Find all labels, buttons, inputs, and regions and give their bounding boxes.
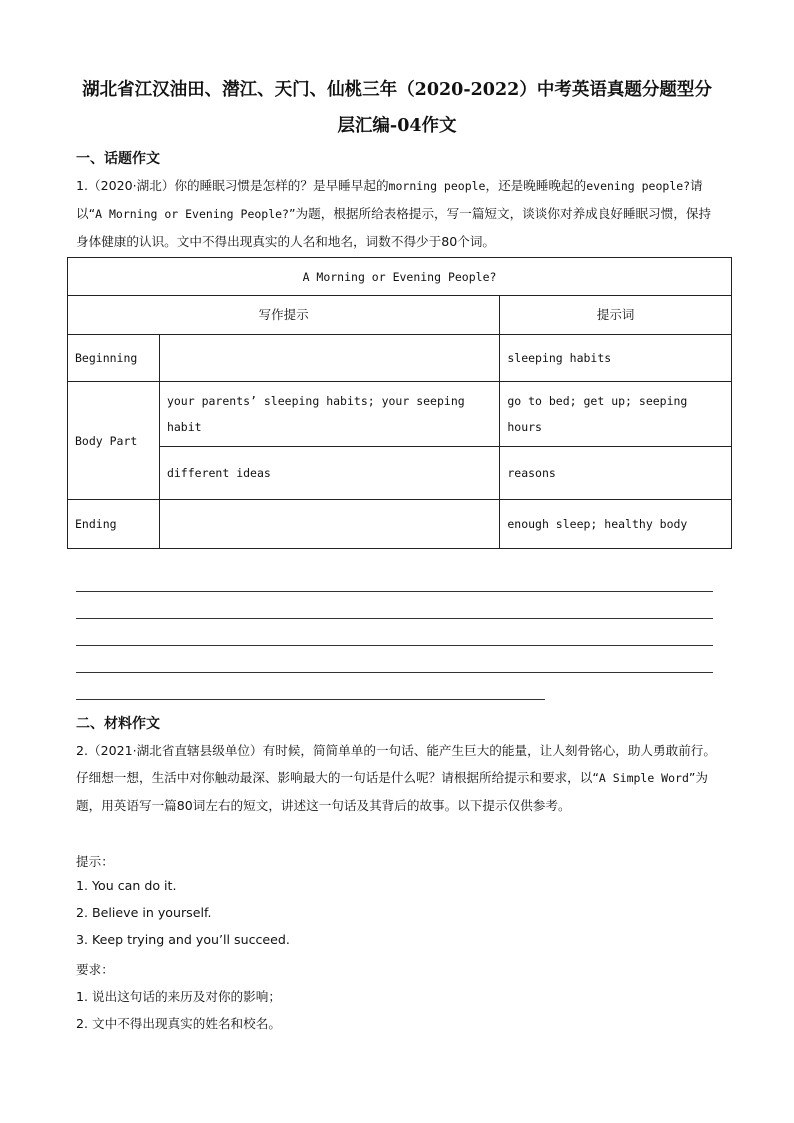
title-line-1: 湖北省江汉油田、潜江、天门、仙桃三年（2020-2022）中考英语真题分题型分 (82, 80, 712, 100)
q1-term-title: A Morning or Evening People? (95, 207, 289, 221)
q2-term-title: A Simple Word (598, 771, 689, 785)
row-hint (159, 335, 499, 382)
q1-term-morning: morning people (388, 179, 486, 193)
table-row (68, 335, 732, 382)
question-1-text (76, 172, 720, 255)
requirement-item: 2. 文中不得出现真实的姓名和校名。 (76, 1016, 281, 1031)
hint-item: 2. Believe in yourself. (76, 905, 212, 920)
title-line-2: 层汇编-04作文 (337, 116, 457, 136)
table-header-words: 提示词 (500, 296, 732, 335)
table-row (68, 447, 732, 500)
row-hint: your parents’ sleeping habits; your seeping habit (159, 382, 499, 447)
table-title: A Morning or Evening People? (68, 258, 732, 296)
table-row (68, 500, 732, 549)
requirements-label: 要求： (76, 962, 114, 977)
row-part: Ending (68, 500, 160, 549)
hints-label: 提示： (76, 854, 114, 869)
row-hint: different ideas (159, 447, 499, 500)
q1-mid1: ，还是晚睡晚起的 (485, 178, 587, 193)
q1-rest: ”为题，根据所给表格提示，写一篇短文，谈谈你对养成良好睡眠习惯，保持身体健康的认识。文中不得出现真实的人名和地名，词数不得少于80个词。 (76, 206, 712, 249)
row-words: sleeping habits (500, 335, 732, 382)
writing-line (76, 645, 713, 646)
section-1-heading: 一、话题作文 (76, 151, 160, 167)
writing-line (76, 618, 713, 619)
row-part: Beginning (68, 335, 160, 382)
q2-rest: ”为题，用英语写一篇80词左右的短文，讲述这一句话及其背后的故事。以下提示仅供参考。 (76, 770, 709, 813)
row-words: enough sleep; healthy body (500, 500, 732, 549)
writing-line (76, 699, 545, 700)
row-words: reasons (500, 447, 732, 500)
writing-line (76, 672, 713, 673)
table-header-hint: 写作提示 (68, 296, 500, 335)
table-row (68, 382, 732, 447)
q1-prefix: 1.（2020·湖北）你的睡眠习惯是怎样的？是早睡早起的 (76, 178, 389, 193)
hint-item: 1. You can do it. (76, 878, 177, 893)
section-2-heading: 二、材料作文 (76, 716, 160, 732)
document-title (60, 72, 734, 144)
writing-line (76, 591, 713, 592)
row-words: go to bed; get up; seeping hours (500, 382, 732, 447)
q1-term-evening: evening people? (586, 179, 691, 193)
hint-item: 3. Keep trying and you’ll succeed. (76, 932, 290, 947)
q2-prefix: 2.（2021·湖北省直辖县级单位）有时候，简简单单的一句话、能产生巨大的能量，让人刻骨铭心，助人勇敢前行。仔细想一想，生活中对你触动最深、影响最大的一句话是什么呢？请根据所给提示和要求，以“ (76, 743, 716, 785)
question-2-text (76, 737, 720, 819)
row-hint (159, 500, 499, 549)
row-part: Body Part (68, 382, 160, 500)
requirement-item: 1. 说出这句话的来历及对你的影响； (76, 989, 281, 1004)
q1-mid2: 请以“ (76, 178, 703, 221)
writing-hint-table (67, 257, 732, 549)
